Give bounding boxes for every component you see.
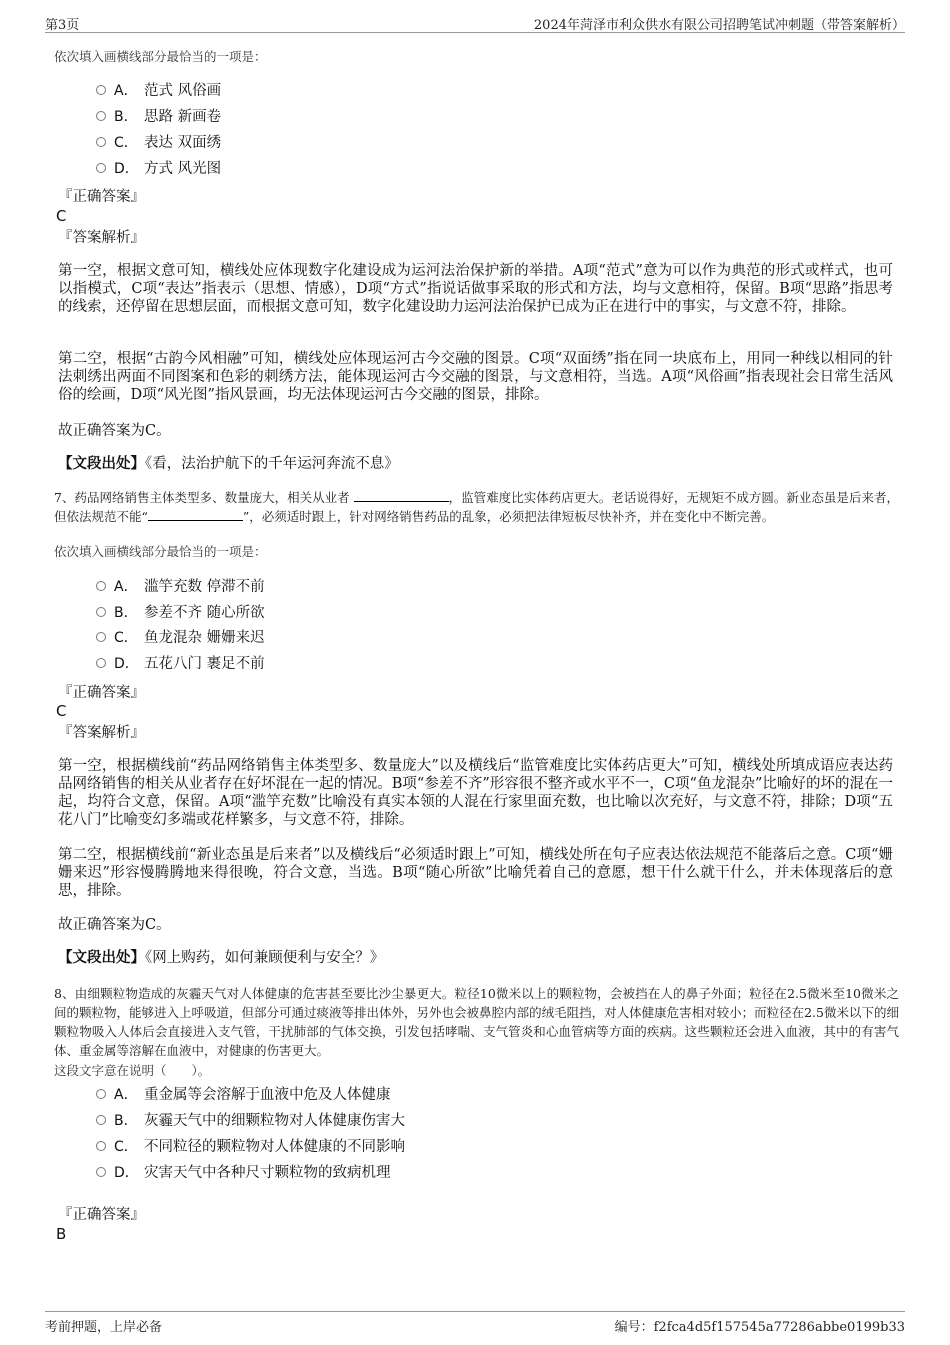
q6-answer-label: 『正确答案』 xyxy=(58,189,145,205)
radio-icon[interactable] xyxy=(96,1167,106,1177)
q7-source xyxy=(58,949,893,967)
radio-icon[interactable] xyxy=(96,581,106,591)
q7-analysis-para2: 第二空，根据横线前“新业态虽是后来者”以及横线后“必须适时跟上”可知，横线处所在句子应表达依法规范不能落后之意。C项“姗姗来迟”形容慢腾腾地来得很晚，符合文意，当选。B项“随心所欲”比喻凭着自己的意愿，想干什么就干什么，并未体现落后的意思，排除。 xyxy=(58,847,893,899)
q6-option-a[interactable]: A． 范式 风俗画 xyxy=(96,81,221,101)
radio-icon[interactable] xyxy=(96,111,106,121)
document-title: 2024年菏泽市利众供水有限公司招聘笔试冲刺题（带答案解析） xyxy=(533,18,905,33)
q8-option-d[interactable]: D． 灾害天气中各种尺寸颗粒物的致病机理 xyxy=(96,1163,391,1183)
radio-icon[interactable] xyxy=(96,632,106,642)
blank-2 xyxy=(148,508,243,521)
radio-icon[interactable] xyxy=(96,607,106,617)
page-footer xyxy=(45,1311,905,1336)
q7-stem: 7、药品网络销售主体类型多、数量庞大，相关从业者 ，监管难度比实体药店更大。老话说得好，无规矩不成方圆。新业态虽是后来者，但依法规范不能“ ”，必须适时跟上，针对网络销售药品的乱象，必须把法律短板尽快补齐，并在变化中不断完善。 xyxy=(54,490,899,524)
q6-analysis-para2: 第二空，根据“古韵今风相融”可知，横线处应体现运河古今交融的图景。C项“双面绣”指在同一块底布上，用同一种线以相同的针法刺绣出两面不同图案和色彩的刺绣方法，能体现运河古今交融的图景，与文意相符，当选。A项“风俗画”指表现社会日常生活风俗的绘画，D项“风光图”指风景画，均无法体现运河古今交融的图景，排除。 xyxy=(58,351,893,403)
q6-analysis-para1: 第一空，根据文意可知，横线处应体现数字化建设成为运河法治保护新的举措。A项“范式”意为可以作为典范的形式或样式，也可以指模式，C项“表达”指表示（思想、情感），D项“方式”指说话做事采取的形式和方法，均与文意相符，保留。B项“思路”指思考的线索，还停留在思想层面，而根据文意可知，数字化建设助力运河法治保护已成为正在进行中的事实，与文意不符，排除。 xyxy=(58,263,893,315)
q8-option-c[interactable]: C． 不同粒径的颗粒物对人体健康的不同影响 xyxy=(96,1137,405,1157)
radio-icon[interactable] xyxy=(96,137,106,147)
page-number: 第3页 xyxy=(45,18,80,33)
page-header xyxy=(45,12,905,33)
q7-conclusion: 故正确答案为C。 xyxy=(58,917,171,933)
q6-option-c[interactable]: C． 表达 双面绣 xyxy=(96,133,221,153)
q8-answer-label: 『正确答案』 xyxy=(58,1207,145,1223)
q7-option-a[interactable]: A． 滥竽充数 停滞不前 xyxy=(96,577,265,597)
q6-option-b[interactable]: B． 思路 新画卷 xyxy=(96,107,221,127)
q7-analysis-para1: 第一空，根据横线前“药品网络销售主体类型多、数量庞大”以及横线后“监管难度比实体药店更大”可知，横线处所填成语应表达药品网络销售的相关从业者存在好坏混在一起的情况。B项“参差不齐”形容很不整齐或水平不一，C项“鱼龙混杂”比喻好的坏的混在一起，均符合文意，保留。A项“滥竽充数”比喻没有真实本领的人混在行家里面充数，也比喻以次充好，与文意不符，排除；D项“五花八门”比喻变幻多端或花样繁多，与文意不符，排除。 xyxy=(58,758,893,828)
source-text: 《看，法治护航下的千年运河奔流不息》 xyxy=(145,456,399,472)
source-text: 《网上购药，如何兼顾便利与安全？》 xyxy=(145,950,385,966)
q6-analysis-label: 『答案解析』 xyxy=(58,230,145,246)
q7-prompt: 依次填入画横线部分最恰当的一项是： xyxy=(54,544,267,559)
q8-option-a[interactable]: A． 重金属等会溶解于血液中危及人体健康 xyxy=(96,1085,391,1105)
radio-icon[interactable] xyxy=(96,1089,106,1099)
q7-option-c[interactable]: C． 鱼龙混杂 姗姗来迟 xyxy=(96,628,265,648)
q6-option-d[interactable]: D． 方式 风光图 xyxy=(96,159,221,179)
blank-1 xyxy=(354,489,449,502)
q6-source xyxy=(58,455,893,473)
q6-prompt: 依次填入画横线部分最恰当的一项是： xyxy=(54,49,267,64)
q8-option-b[interactable]: B． 灰霾天气中的细颗粒物对人体健康伤害大 xyxy=(96,1111,405,1131)
radio-icon[interactable] xyxy=(96,1115,106,1125)
q8-prompt: 这段文字意在说明（ ）。 xyxy=(54,1063,211,1078)
source-label: 【文段出处】 xyxy=(58,455,145,472)
q6-answer: C xyxy=(56,207,67,225)
q8-stem: 8、由细颗粒物造成的灰霾天气对人体健康的危害甚至要比沙尘暴更大。粒径10微米以上的颗粒物，会被挡在人的鼻子外面；粒径在2.5微米至10微米之间的颗粒物，能够进入上呼吸道，但部分可通过痰液等排出体外，另外也会被鼻腔内部的绒毛阻挡，对人体健康危害相对较小；而粒径在2.5微米以下的细颗粒物吸入人体后会直接进入支气管，干扰肺部的气体交换，引发包括哮喘、支气管炎和心血管病等方面的疾病。这些颗粒还会进入血液，其中的有害气体、重金属等溶解在血液中，对健康的伤害更大。 xyxy=(54,986,899,1058)
q8-answer: B xyxy=(56,1225,67,1243)
q7-option-d[interactable]: D． 五花八门 裹足不前 xyxy=(96,654,265,674)
document-code: 编号：f2fca4d5f157545a77286abbe0199b33 xyxy=(614,1320,905,1335)
radio-icon[interactable] xyxy=(96,163,106,173)
radio-icon[interactable] xyxy=(96,85,106,95)
q6-conclusion: 故正确答案为C。 xyxy=(58,423,171,439)
q7-option-b[interactable]: B． 参差不齐 随心所欲 xyxy=(96,603,265,623)
q7-answer-label: 『正确答案』 xyxy=(58,685,145,701)
q7-answer: C xyxy=(56,702,67,720)
footer-slogan: 考前押题，上岸必备 xyxy=(45,1320,163,1335)
q7-analysis-label: 『答案解析』 xyxy=(58,725,145,741)
source-label: 【文段出处】 xyxy=(58,949,145,966)
radio-icon[interactable] xyxy=(96,1141,106,1151)
radio-icon[interactable] xyxy=(96,658,106,668)
